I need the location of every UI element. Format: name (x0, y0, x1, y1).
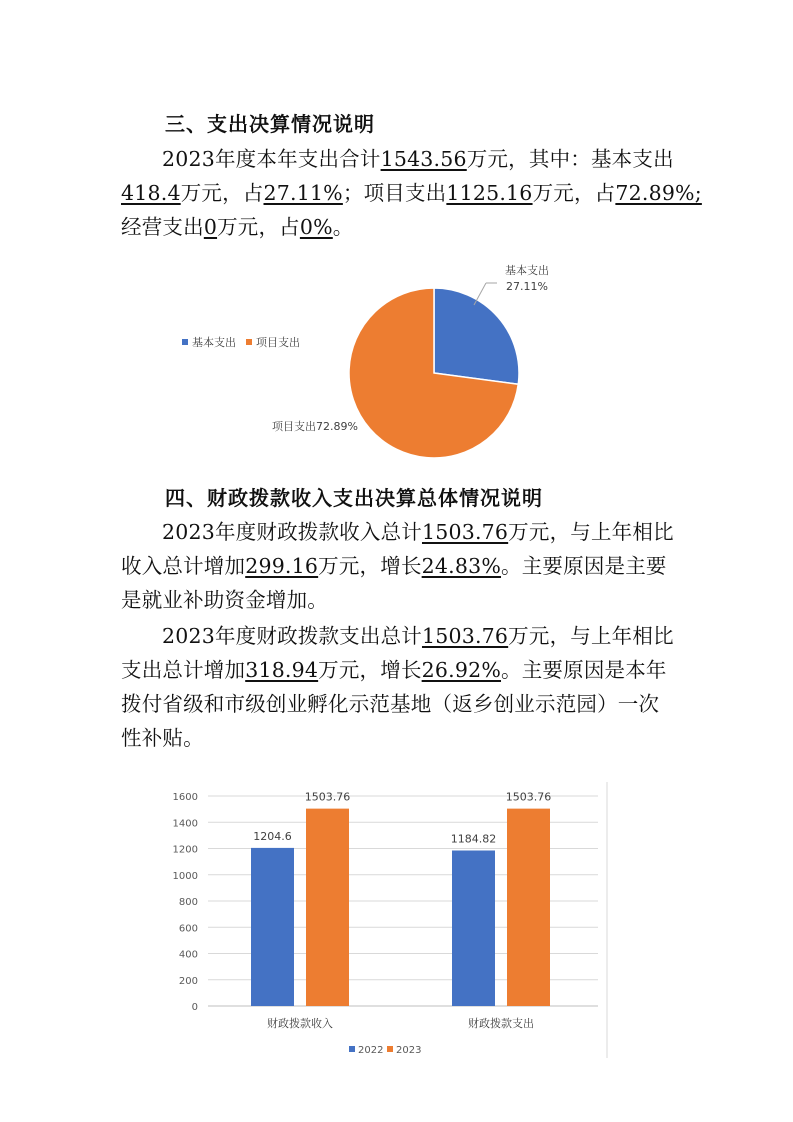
x-tick-income: 财政拨款收入 (267, 1017, 333, 1030)
bar-legend (349, 1045, 421, 1056)
bar-y-ticks (173, 792, 198, 1013)
bar-marks (251, 809, 550, 1006)
bar-2023-expenditure (507, 809, 550, 1006)
pie-slice-basic (434, 288, 519, 384)
y-tick-label: 1600 (172, 792, 198, 803)
y-tick-label: 400 (178, 949, 198, 961)
pie-label-basic-value: 27.11% (506, 280, 548, 293)
section-heading-fiscal: 四、财政拨款收入支出决算总体情况说明 (165, 486, 543, 510)
expenditure-paragraph (121, 142, 702, 244)
y-tick-label: 200 (178, 975, 198, 987)
para-line: 收入总计增加299.16万元，增长24.83%。主要原因是主要 (121, 554, 667, 578)
para-line: 2023年度本年支出合计1543.56万元，其中：基本支出 (162, 147, 674, 171)
legend-label-project: 项目支出 (256, 336, 300, 349)
fiscal-income-paragraph (121, 515, 681, 617)
fiscal-bar-chart (160, 778, 620, 1063)
y-tick-label: 600 (178, 923, 198, 935)
fiscal-expenditure-paragraph (121, 619, 681, 755)
section-heading-expenditure: 三、支出决算情况说明 (165, 112, 375, 136)
para-line: 418.4万元，占27.11%；项目支出1125.16万元，占72.89%; (121, 181, 702, 205)
y-tick-label: 1000 (172, 870, 198, 882)
bar-2023-income (306, 809, 349, 1006)
legend-swatch-project (246, 339, 252, 345)
pie-label-project-value: 72.89% (316, 420, 358, 433)
legend-label-basic: 基本支出 (192, 336, 236, 349)
y-tick-label: 0 (191, 1002, 198, 1013)
pie-label-project (272, 419, 358, 433)
legend-swatch-2023 (387, 1046, 393, 1052)
expenditure-pie-chart (160, 260, 580, 460)
para-line: 2023年度财政拨款收入总计1503.76万元，与上年相比 (162, 520, 674, 544)
para-line: 拨付省级和市级创业孵化示范基地（返乡创业示范园）一次 (121, 692, 660, 716)
bar-value-label: 1503.76 (505, 790, 552, 804)
y-tick-label: 800 (178, 897, 198, 908)
para-line: 经营支出0万元，占0%。 (121, 215, 354, 239)
bar-value-label: 1184.82 (450, 832, 497, 846)
bar-value-label: 1503.76 (304, 790, 351, 804)
para-line: 2023年度财政拨款支出总计1503.76万元，与上年相比 (162, 624, 674, 648)
pie-label-project-name: 项目支出 (272, 420, 316, 433)
bar-value-label: 1204.6 (253, 829, 292, 843)
legend-swatch-basic (182, 339, 188, 345)
y-tick-label: 1400 (172, 818, 198, 830)
bar-data-labels (253, 791, 551, 846)
bar-2022-income (251, 848, 294, 1006)
para-line: 是就业补助资金增加。 (121, 588, 328, 612)
para-line: 支出总计增加318.94万元，增长26.92%。主要原因是本年 (121, 658, 667, 682)
legend-swatch-2022 (349, 1046, 355, 1052)
y-tick-label: 1200 (172, 844, 198, 856)
pie-label-basic-name: 基本支出 (505, 264, 549, 277)
bar-2022-expenditure (452, 850, 495, 1006)
legend-label-2023: 2023 (396, 1045, 422, 1056)
pie-legend (182, 335, 300, 349)
para-line: 性补贴。 (121, 726, 204, 750)
pie-slices (349, 288, 519, 458)
legend-label-2022: 2022 (358, 1045, 384, 1056)
x-tick-expenditure: 财政拨款支出 (468, 1017, 534, 1030)
